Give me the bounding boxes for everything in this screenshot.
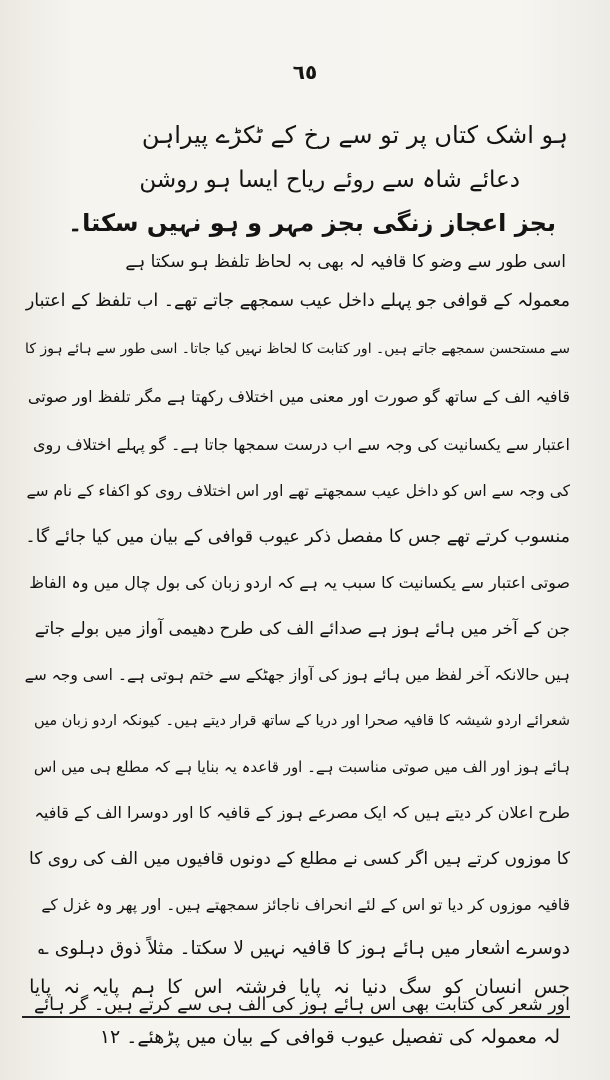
page-number: ٦٥ bbox=[292, 60, 318, 84]
text-line: دوسرے اشعار میں ہائے ہوز کا قافیہ نہیں لا سکتا۔ مثلاً ذوق دہلوی ؎ bbox=[38, 938, 570, 959]
text-line: منسوب کرتے تھے جس کا مفصل ذکر عیوب قوافی کے بیان میں کیا جائے گا۔ bbox=[25, 527, 570, 547]
text-line: ہیں حالانکہ آخر لفظ میں ہائے ہوز کی آواز جھٹکے سے ختم ہوتی ہے۔ اسی وجہ سے bbox=[24, 666, 570, 684]
text-line: شعرائے اردو شیشہ کا قافیہ صحرا اور دریا کے ساتھ قرار دیتے ہیں۔ کیونکہ اردو زبان میں bbox=[34, 713, 570, 729]
text-line: جن کے آخر میں ہائے ہوز ہے صدائے الف کی طرح دھیمی آواز میں بولے جاتے bbox=[34, 619, 570, 639]
verse-line-2: دعائے شاہ سے روئے ریاح ایسا ہو روشن bbox=[139, 167, 520, 193]
text-line: قافیہ موزوں کر دیا تو اس کے لئے انحراف ناجائز سمجھتے ہیں۔ اور پھر وہ غزل کے bbox=[41, 896, 570, 914]
footnote-divider bbox=[22, 1016, 570, 1018]
text-line: کی وجہ سے اس کو داخل عیب سمجھتے تھے اور اس اختلاف روی کو اکفاء کے نام سے bbox=[26, 482, 570, 500]
text-line: طرح اعلان کر دیتے ہیں کہ ایک مصرعے ہوز کے قافیہ کا اور دوسرا الف کے قافیہ bbox=[34, 803, 570, 822]
footnote: لہ معمولہ کی تفصیل عیوب قوافی کے بیان میں پڑھئے۔ ١٢ bbox=[99, 1026, 560, 1048]
text-line: اور شعر کی کتابت بھی اس ہائے ہوز کی الف ہی سے کرتے ہیں۔ گر ہائے bbox=[34, 995, 570, 1015]
verse-line-1: ہو اشک کتاں پر تو سے رخ کے ٹکڑے پیراہن bbox=[141, 121, 568, 149]
text-line: کا موزوں کرتے ہیں اگر کسی نے مطلع کے دونوں قافیوں میں الف کی روی کا bbox=[29, 849, 570, 869]
text-line: سے مستحسن سمجھے جاتے ہیں۔ اور کتابت کا لحاظ نہیں کیا جاتا۔ اسی طور سے ہائے ہوز کا bbox=[25, 341, 570, 357]
couplet-line: جس انسان کو سگ دنیا نہ پایا فرشتہ اس کا ہم پایہ نہ پایا bbox=[29, 976, 570, 998]
text-line: معمولہ کے قوافی جو پہلے داخل عیب سمجھے جاتے تھے۔ اب تلفظ کے اعتبار bbox=[25, 291, 570, 311]
text-line: قافیہ الف کے ساتھ گو صورت اور معنی میں اختلاف رکھتا ہے مگر تلفظ اور صوتی bbox=[27, 387, 570, 406]
interlinear-note: اسی طور سے وضو کا قافیہ لہ بھی بہ لحاظ تلفظ ہو سکتا ہے bbox=[125, 252, 566, 272]
text-line: اعتبار سے یکسانیت کی وجہ سے اب درست سمجھا جاتا ہے۔ گو پہلے اختلاف روی bbox=[33, 435, 570, 454]
verse-line-3: بجز اعجاز زنگی بجز مہر و ہو نہیں سکتا۔ bbox=[68, 209, 556, 237]
text-line: صوتی اعتبار سے یکسانیت کا سبب یہ ہے کہ اردو زبان کی بول چال میں وہ الفاظ bbox=[29, 573, 570, 592]
text-line: ہائے ہوز اور الف میں صوتی مناسبت ہے۔ اور قاعدہ یہ بنایا ہے کہ مطلع ہی میں اس bbox=[33, 758, 570, 776]
